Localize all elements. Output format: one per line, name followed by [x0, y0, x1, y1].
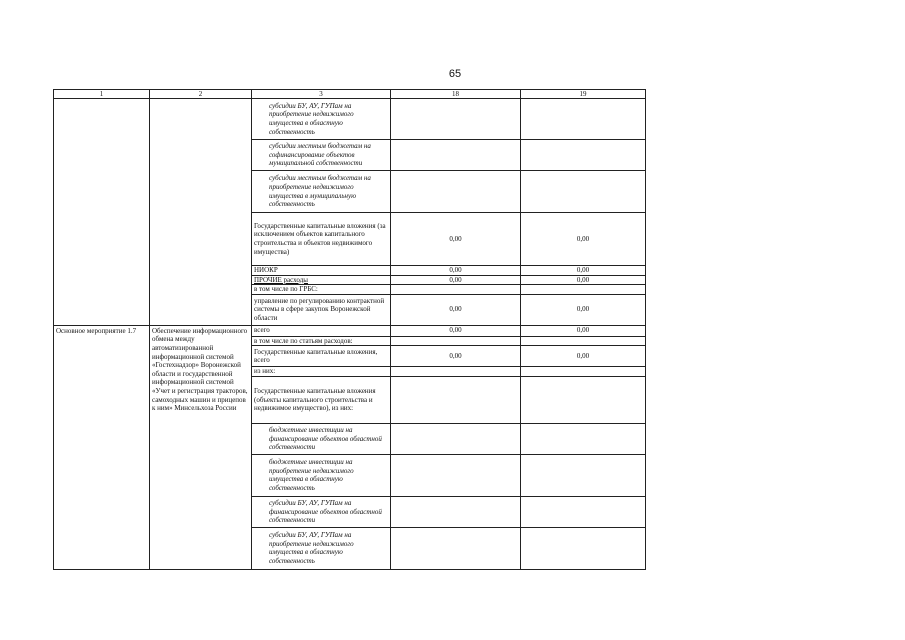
- row-label: субсидии местным бюджетам на софинансирование объектов муниципальной собственности: [252, 140, 391, 171]
- value-cell-v19: 0,00: [521, 275, 646, 285]
- value-cell-v19: [521, 454, 646, 496]
- value-cell-v19: [521, 171, 646, 213]
- value-cell-v19: [521, 367, 646, 377]
- value-cell-v18: 0,00: [391, 294, 521, 325]
- empty-cell-col2: [150, 99, 252, 326]
- value-cell-v18: 0,00: [391, 266, 521, 276]
- header-cell: 3: [252, 90, 391, 99]
- row-label: ПРОЧИЕ расходы: [252, 275, 391, 285]
- value-cell-v19: [521, 376, 646, 423]
- value-cell-v19: 0,00: [521, 294, 646, 325]
- value-cell-v19: [521, 285, 646, 295]
- row-label: Государственные капитальные вложения, всего: [252, 346, 391, 367]
- row-label: субсидии местным бюджетам на приобретение недвижимого имущества в муниципальную собственность: [252, 171, 391, 213]
- row-label: бюджетные инвестиции на финансирование объектов областной собственности: [252, 423, 391, 454]
- value-cell-v18: [391, 336, 521, 346]
- header-cell: 1: [54, 90, 150, 99]
- activity-code-cell: Основное мероприятие 1.7: [54, 325, 150, 569]
- row-label: субсидии БУ, АУ, ГУПам на приобретение недвижимого имущества в областную собственность: [252, 527, 391, 569]
- row-label: НИОКР: [252, 266, 391, 276]
- value-cell-v19: [521, 527, 646, 569]
- row-label: Государственные капитальные вложения (за исключением объектов капитального строительства и объектов недвижимого имущества): [252, 213, 391, 266]
- value-cell-v19: 0,00: [521, 346, 646, 367]
- value-cell-v18: [391, 140, 521, 171]
- header-cell: 2: [150, 90, 252, 99]
- value-cell-v18: [391, 527, 521, 569]
- table-row: [54, 325, 646, 336]
- row-label: бюджетные инвестиции на приобретение недвижимого имущества в областную собственность: [252, 454, 391, 496]
- value-cell-v18: [391, 496, 521, 527]
- page-number: 65: [448, 68, 462, 80]
- value-cell-v18: [391, 285, 521, 295]
- row-label: Государственные капитальные вложения (объекты капитального строительства и недвижимое имущество), из них:: [252, 376, 391, 423]
- row-label: в том числе по статьям расходов:: [252, 336, 391, 346]
- value-cell-v18: 0,00: [391, 346, 521, 367]
- value-cell-v18: 0,00: [391, 325, 521, 336]
- value-cell-v19: 0,00: [521, 213, 646, 266]
- row-label: субсидии БУ, АУ, ГУПам на приобретение недвижимого имущества в областную собственность: [252, 99, 391, 140]
- value-cell-v19: [521, 140, 646, 171]
- value-cell-v18: 0,00: [391, 275, 521, 285]
- value-cell-v19: [521, 496, 646, 527]
- value-cell-v18: [391, 99, 521, 140]
- header-cell: 18: [391, 90, 521, 99]
- value-cell-v18: [391, 376, 521, 423]
- row-label: управление по регулированию контрактной системы в сфере закупок Воронежской области: [252, 294, 391, 325]
- value-cell-v18: [391, 454, 521, 496]
- value-cell-v19: 0,00: [521, 266, 646, 276]
- value-cell-v19: 0,00: [521, 325, 646, 336]
- row-label: субсидии БУ, АУ, ГУПам на финансирование объектов областной собственности: [252, 496, 391, 527]
- table-row: [54, 99, 646, 140]
- row-label: из них:: [252, 367, 391, 377]
- budget-table: [53, 89, 646, 570]
- value-cell-v19: [521, 423, 646, 454]
- value-cell-v18: [391, 367, 521, 377]
- header-row: [54, 90, 646, 99]
- header-cell: 19: [521, 90, 646, 99]
- row-label: всего: [252, 325, 391, 336]
- value-cell-v18: [391, 423, 521, 454]
- value-cell-v19: [521, 99, 646, 140]
- value-cell-v19: [521, 336, 646, 346]
- activity-description-cell: Обеспечение информационного обмена между автоматизированной информационной системой «Гостехнадзор» Воронежской области и государственной информационной системой «Учет и регистрация тракторов, самоходных машин и прицепов к ним» Минсельхоза России: [150, 325, 252, 569]
- value-cell-v18: [391, 171, 521, 213]
- empty-cell-col1: [54, 99, 150, 326]
- row-label: в том числе по ГРБС:: [252, 285, 391, 295]
- value-cell-v18: 0,00: [391, 213, 521, 266]
